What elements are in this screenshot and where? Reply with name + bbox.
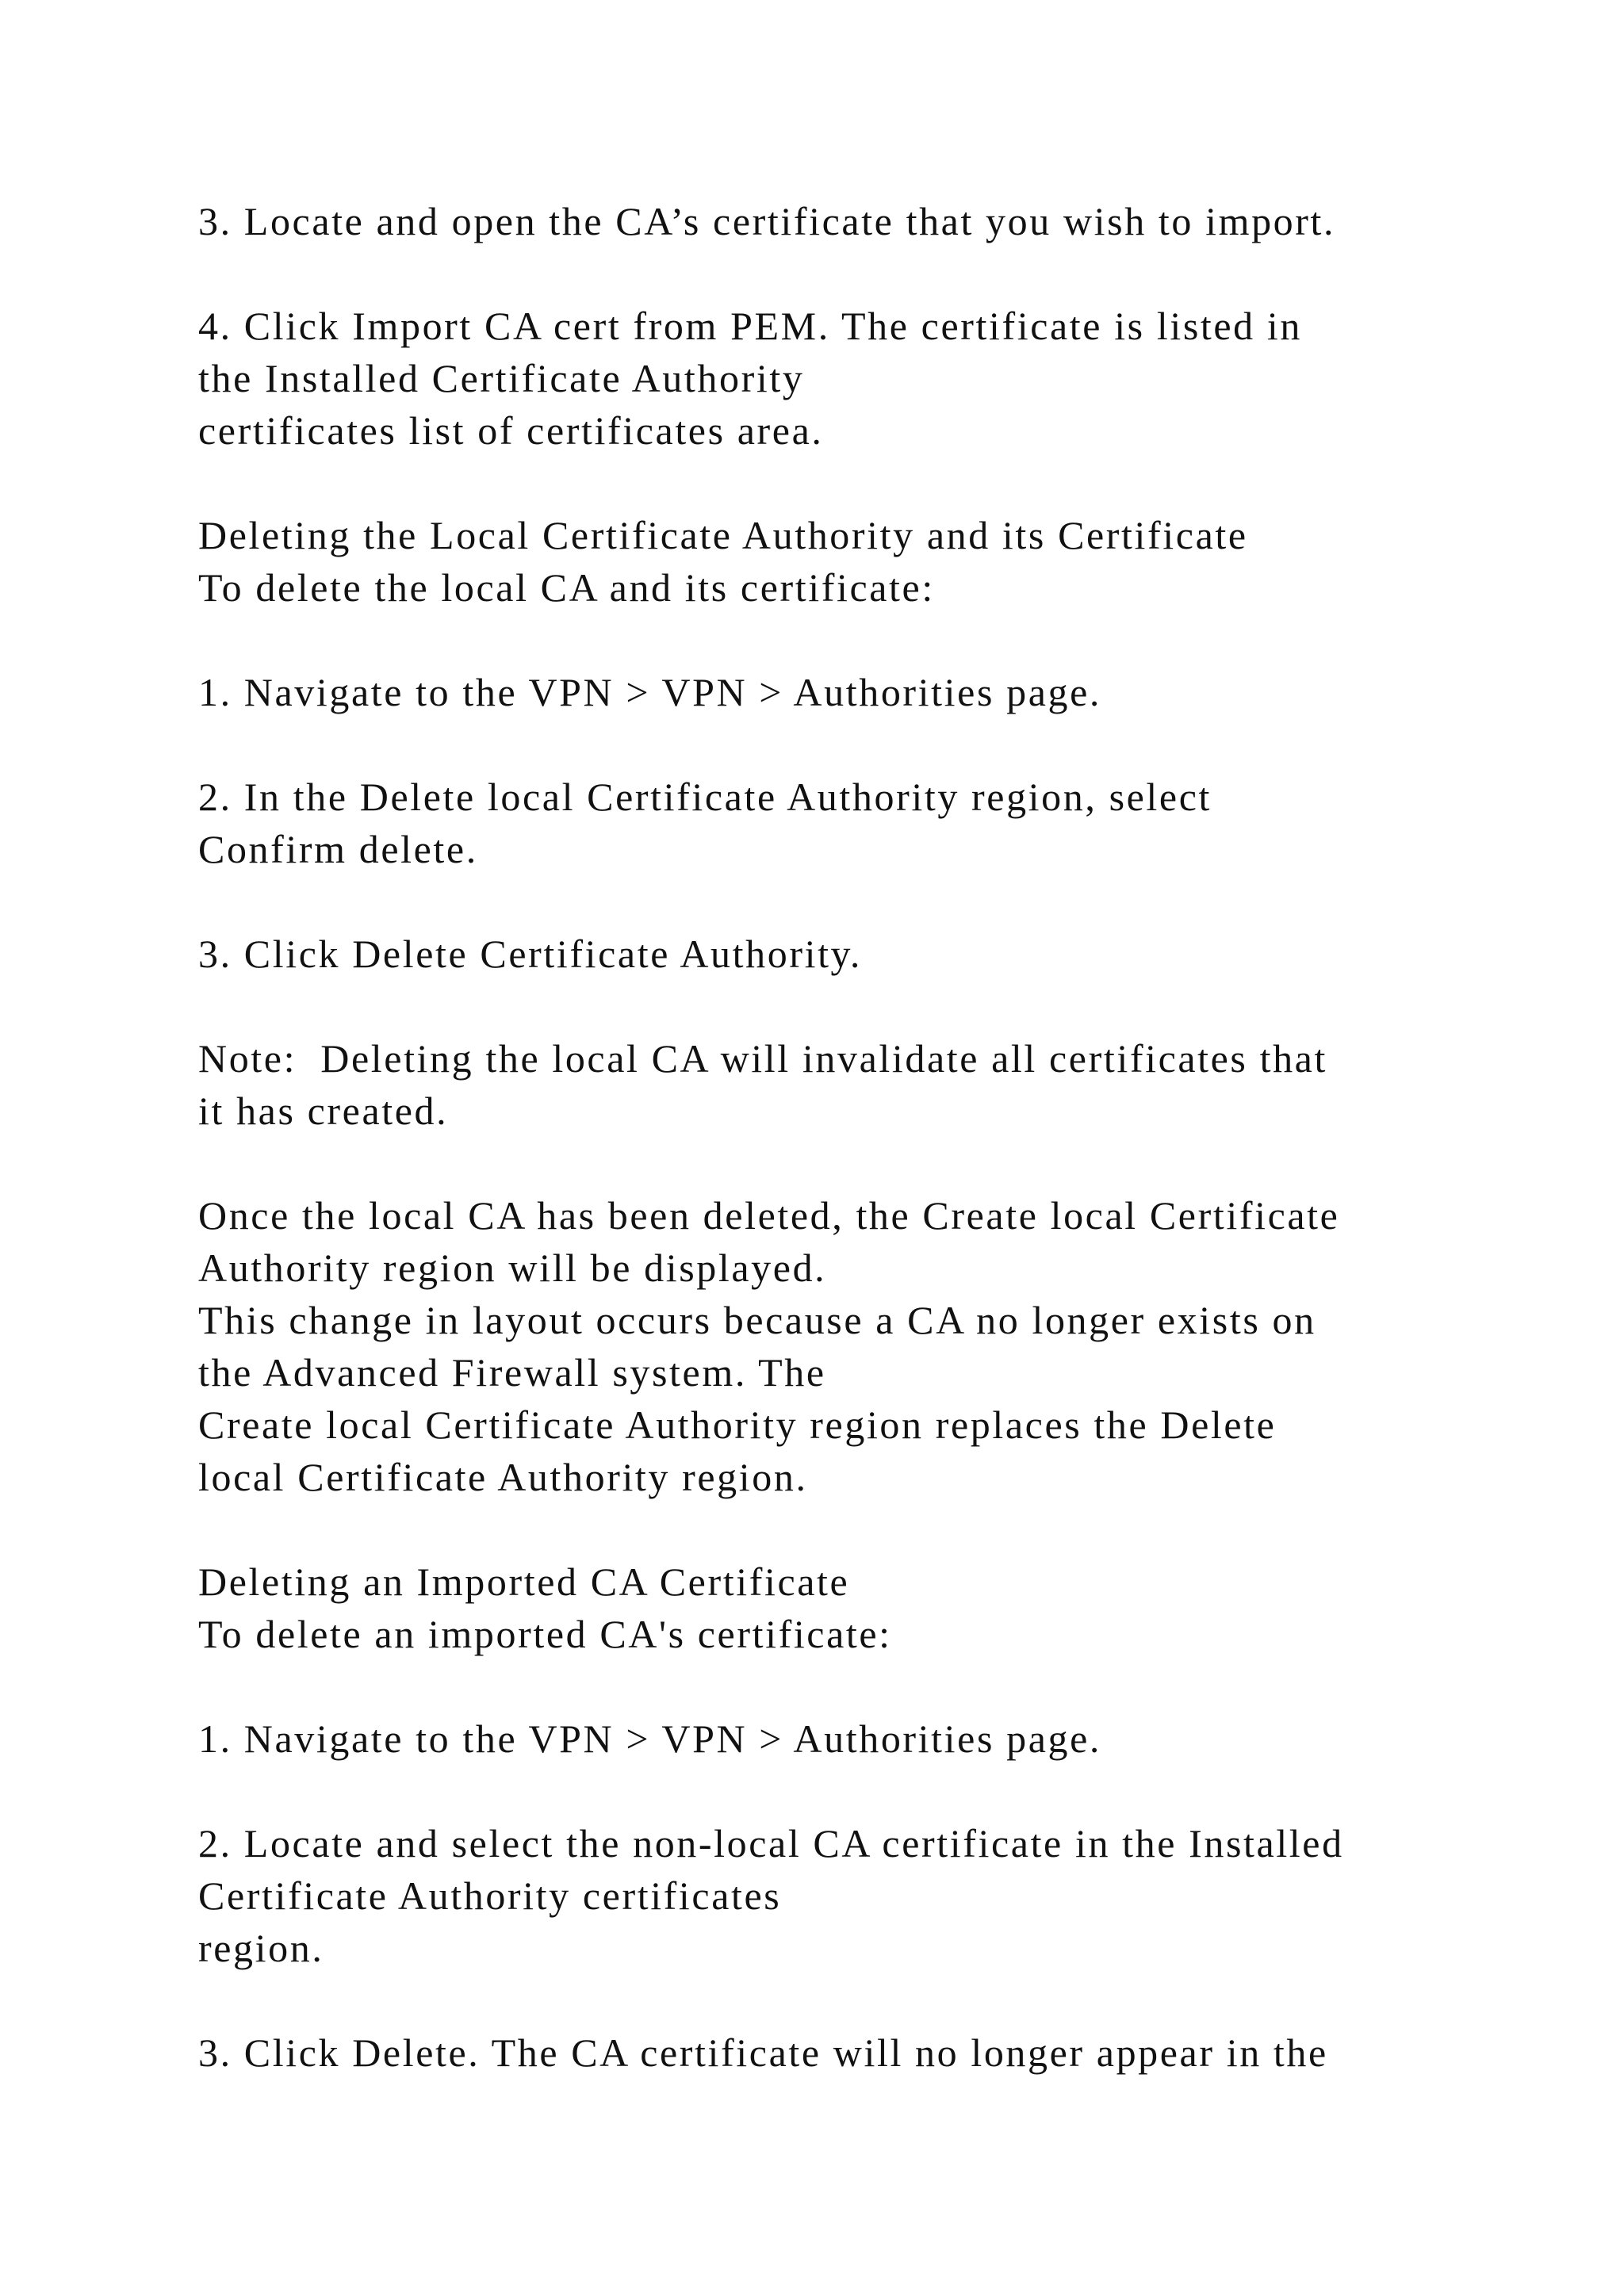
delete-local-step-1: 1. Navigate to the VPN > VPN > Authorities page. (198, 670, 1101, 714)
section-heading-delete-imported-ca: Deleting an Imported CA Certificate (198, 1559, 850, 1604)
section-heading-delete-local-ca: Deleting the Local Certificate Authority and its Certificate (198, 513, 1248, 557)
step-4-import-line-1: 4. Click Import CA cert from PEM. The certificate is listed in (198, 304, 1302, 348)
after-delete-line-2: Authority region will be displayed. (198, 1246, 827, 1290)
paragraph-gap (198, 718, 1546, 771)
after-delete-line-1: Once the local CA has been deleted, the Create local Certificate (198, 1193, 1340, 1238)
delete-imported-step-1: 1. Navigate to the VPN > VPN > Authorities page. (198, 1716, 1101, 1761)
paragraph-gap (198, 1974, 1546, 2026)
delete-local-step-3: 3. Click Delete Certificate Authority. (198, 932, 863, 976)
after-delete-line-3: This change in layout occurs because a CA no longer exists on (198, 1298, 1316, 1342)
section-intro-delete-imported-ca: To delete an imported CA's certificate: (198, 1612, 892, 1656)
step-4-import-line-3: certificates list of certificates area. (198, 408, 824, 453)
section-intro-delete-local-ca: To delete the local CA and its certificate: (198, 565, 935, 610)
note-line-1: Note: Deleting the local CA will invalidate all certificates that (198, 1036, 1327, 1081)
paragraph-gap (198, 1765, 1546, 1817)
paragraph-gap (198, 1503, 1546, 1556)
after-delete-line-6: local Certificate Authority region. (198, 1455, 808, 1499)
paragraph-gap (198, 247, 1546, 300)
paragraph-gap (198, 980, 1546, 1032)
paragraph-gap (198, 1660, 1546, 1712)
step-3-locate-certificate: 3. Locate and open the CA’s certificate that you wish to import. (198, 199, 1336, 243)
note-line-2: it has created. (198, 1089, 449, 1133)
after-delete-line-4: the Advanced Firewall system. The (198, 1350, 826, 1395)
after-delete-line-5: Create local Certificate Authority region replaces the Delete (198, 1402, 1277, 1447)
delete-local-step-2-line-2: Confirm delete. (198, 827, 478, 871)
delete-imported-step-2-line-1: 2. Locate and select the non-local CA certificate in the Installed (198, 1821, 1344, 1866)
paragraph-gap (198, 457, 1546, 509)
delete-local-step-2-line-1: 2. In the Delete local Certificate Authority region, select (198, 775, 1212, 819)
document-body (198, 195, 1546, 2079)
paragraph-gap (198, 1137, 1546, 1189)
step-4-import-line-2: the Installed Certificate Authority (198, 356, 805, 400)
delete-imported-step-3: 3. Click Delete. The CA certificate will no longer appear in the (198, 2030, 1328, 2075)
paragraph-gap (198, 614, 1546, 666)
delete-imported-step-2-line-3: region. (198, 1926, 324, 1970)
delete-imported-step-2-line-2: Certificate Authority certificates (198, 1873, 782, 1918)
paragraph-gap (198, 875, 1546, 928)
